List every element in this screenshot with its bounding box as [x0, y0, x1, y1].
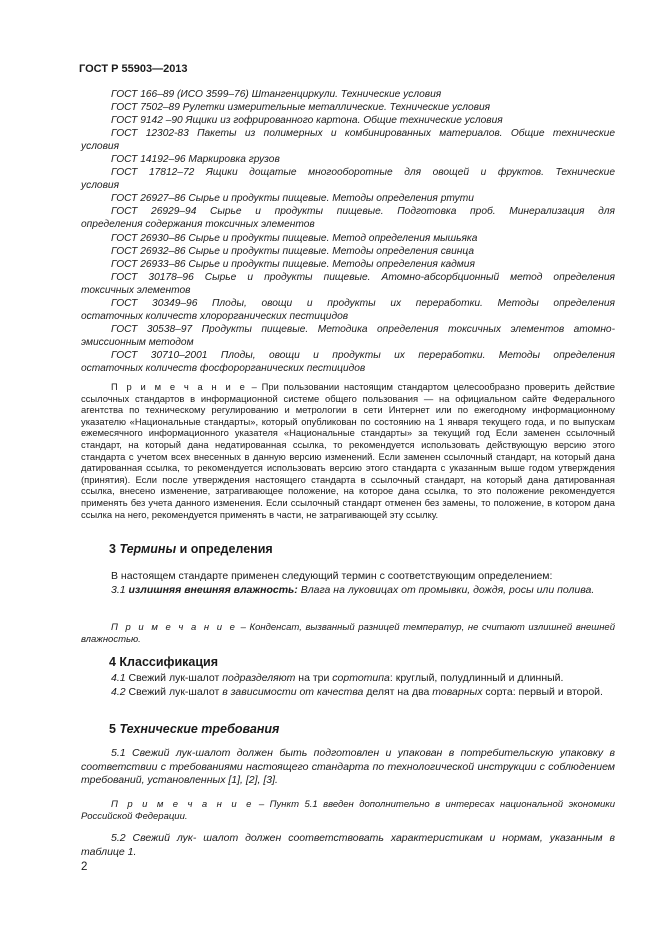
reference-line: условия: [81, 180, 120, 192]
reference-line: ГОСТ 26930–86 Сырье и продукты пищевые. Метод определения мышьяка: [111, 232, 478, 244]
reference-line: токсичных элементов: [81, 284, 191, 296]
document-header: ГОСТ Р 55903—2013: [79, 63, 188, 75]
reference-line: ГОСТ 30538–97 Продукты пищевые. Методика определения токсичных элементов атомно-: [111, 323, 615, 335]
references-note: [81, 381, 615, 520]
section-3-note: П р и м е ч а н и е – Конденсат, вызванный разницей температур, не считают излишней внешней влажностью.: [81, 622, 615, 645]
reference-line: ГОСТ 14192–96 Маркировка грузов: [111, 154, 280, 166]
reference-line: ГОСТ 30349–96 Плоды, овощи и продукты их переработки. Методы определения: [111, 297, 615, 309]
reference-line: определения содержания токсичных элементов: [81, 219, 315, 231]
reference-line: ГОСТ 166–89 (ИСО 3599–76) Штангенциркули. Технические условия: [111, 89, 442, 100]
normative-references-list: [81, 88, 615, 375]
note-label: П р и м е ч а н и е: [111, 381, 247, 392]
reference-line: ГОСТ 17812–72 Ящики дощатые многооборотные для овощей и фруктов. Технические: [111, 167, 615, 179]
note-text: – При пользовании настоящим стандартом целесообразно проверить действие ссылочных стандартов в информационной системе общего пользования — на официальном сайте Федерального агентства по техническому регулированию и метрологии в сети Интернет или по ежегодному информационному указателю «Национальные стандарты», который опубликован по состоянию на 1 января текущего года, и по выпускам ежемесячного информационного указателя «Национальные стандарты» за текущий год Если заменен ссылочный стандарт, на который дана недатированная ссылка, то рекомендуется использовать действующую версию этого стандарта с учетом всех внесенных в данную версию изменений. Если заменен ссылочный стандарт, на который дана датированная ссылка, то рекомендуется использовать версию этого стандарта с указанным выше годом утверждения (принятия). Если после утверждения настоящего стандарта в ссылочный стандарт, на который дана датированная ссылка, внесено изменение, затрагивающее положение, на которое дана ссылка, то это положение рекомендуется применять без учета данного изменения. Если ссылочный стандарт отменен без замены, то положение, в котором дана ссылка на него, рекомендуется применять в части, не затрагивающей эту ссылку.: [81, 381, 615, 520]
reference-line: ГОСТ 12302-83 Пакеты из полимерных и комбинированных материалов. Общие технические: [111, 128, 615, 140]
reference-line: условия: [81, 141, 120, 153]
section-4-body: [81, 672, 615, 699]
clause-4-1: 4.1 Свежий лук-шалот подразделяют на три сортотипа: круглый, полудлинный и длинный.: [111, 672, 564, 684]
page-number: 2: [81, 861, 88, 873]
clause-5-1: 5.1 Свежий лук-шалот должен быть подготовлен и упакован в потребительскую упаковку в соответствии с требованиями настоящего стандарта по технологической инструкции с соблюдением требований, установленных [1], [2], [3].: [81, 747, 615, 786]
term-definition: 3.1 излишняя внешняя влажность: Влага на луковицах от промывки, дождя, росы или полива.: [111, 583, 595, 596]
section-5-heading: 5 Технические требования: [109, 722, 280, 736]
reference-line: эмиссионным методом: [81, 336, 194, 348]
reference-line: ГОСТ 26933–86 Сырье и продукты пищевые. Методы определения кадмия: [111, 258, 475, 270]
reference-line: остаточных количеств хлорорганических пестицидов: [81, 310, 349, 322]
section-3-body: [81, 570, 615, 597]
section-3-heading: 3 Термины и определения: [109, 542, 273, 556]
clause-5-2: 5.2 Свежий лук- шалот должен соответствовать характеристикам и нормам, указанным в таблице 1.: [81, 832, 615, 858]
section-3-intro: В настоящем стандарте применен следующий термин с соответствующим определением:: [111, 570, 553, 582]
reference-line: ГОСТ 9142 –90 Ящики из гофрированного картона. Общие технические условия: [111, 115, 503, 127]
clause-4-2: 4.2 Свежий лук-шалот в зависимости от качества делят на два товарных сорта: первый и второй.: [111, 685, 603, 698]
reference-line: ГОСТ 30178–96 Сырье и продукты пищевые. Атомно-абсорбционный метод определения: [111, 271, 615, 283]
term: излишняя внешняя влажность:: [128, 583, 298, 596]
reference-line: ГОСТ 26927–86 Сырье и продукты пищевые. Методы определения ртути: [111, 193, 474, 205]
reference-line: ГОСТ 26932–86 Сырье и продукты пищевые. Методы определения свинца: [111, 245, 474, 257]
reference-line: ГОСТ 7502–89 Рулетки измерительные металлические. Технические условия: [111, 102, 491, 114]
section-5-note: П р и м е ч а н и е – Пункт 5.1 введен дополнительно в интересах национальной экономики Российской Федерации.: [81, 799, 616, 822]
reference-line: остаточных количеств фосфорорганических пестицидов: [81, 362, 366, 374]
section-4-heading: 4 Классификация: [109, 655, 219, 669]
reference-line: ГОСТ 26929–94 Сырье и продукты пищевые. Подготовка проб. Минерализация для: [111, 206, 615, 218]
reference-line: ГОСТ 30710–2001 Плоды, овощи и продукты их переработки. Методы определения: [111, 349, 615, 361]
